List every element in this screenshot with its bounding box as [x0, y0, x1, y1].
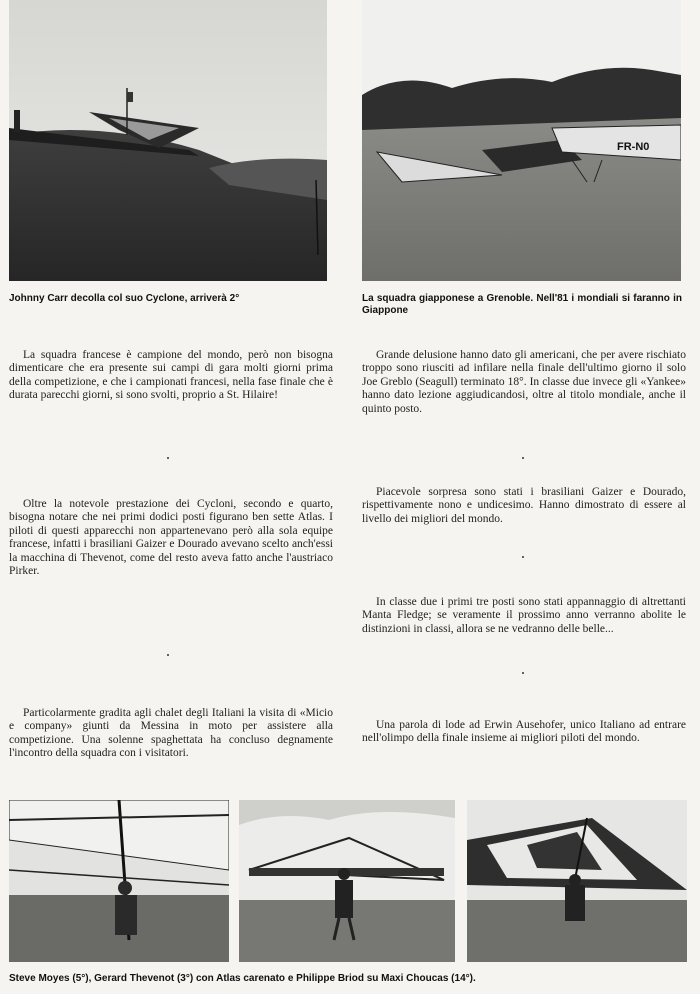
separator-dot: [522, 556, 524, 558]
left-paragraph-3: Particolarmente gradita agli chalet degli Italiani la visita di «Micio e company» giunti da Messina in moto per assistere alla competizione. Una solenne spaghettata ha concluso degnamente l'incontro della squadra con i visitatori.: [9, 707, 333, 760]
photo-japanese-team: [362, 0, 681, 281]
left-paragraph-2: Oltre la notevole prestazione dei Cycloni, secondo e quarto, bisogna notare che nei primi dodici posti figurano ben sette Atlas. I piloti di questi apparecchi non appartenevano però alla sola equipe francese, infatti i brasiliani Gaizer e Dourado avevano scelto anch'essi la macchina di Thevenot, come del resto aveva fatto anche l'austriaco Pirker.: [9, 498, 333, 578]
photo-steve-moyes: [9, 800, 229, 962]
right-paragraph-4: Una parola di lode ad Erwin Ausehofer, unico Italiano ad entrare nell'olimpo della finale insieme ai migliori piloti del mondo.: [362, 719, 686, 745]
caption-top-left: Johnny Carr decolla col suo Cyclone, arriverà 2°: [9, 293, 240, 304]
separator-dot: [522, 457, 524, 459]
photo-johnny-carr-launch: [9, 0, 327, 281]
right-paragraph-1: Grande delusione hanno dato gli americani, che per avere rischiato troppo sono riusciti ad infilare nella finale dell'ultimo giorno il solo Joe Greblo (Seagull) terminato 18°. In classe due invece gli «Yankee» hanno dato lezione aggiudicandosi, oltre al titolo mondiale, anche il quinto posto.: [362, 349, 686, 415]
photo-philippe-briod: [467, 800, 687, 962]
left-paragraph-1: La squadra francese è campione del mondo, però non bisogna dimenticare che era presente sui campi di gara molti giorni prima della competizione, e che i campionati francesi, nella fase finale che è durata parecchi giorni, si sono svolti, proprio a St. Hilaire!: [9, 349, 333, 402]
separator-dot: [167, 457, 169, 459]
separator-dot: [522, 672, 524, 674]
right-paragraph-3: In classe due i primi tre posti sono stati appannaggio di altrettanti Manta Fledge; se veramente il prossimo anno verranno abolite le distinzioni in classi, allora se ne vedranno delle belle...: [362, 596, 686, 635]
separator-dot: [167, 654, 169, 656]
right-paragraph-2: Piacevole sorpresa sono stati i brasiliani Gaizer e Dourado, rispettivamente nono e undicesimo. Hanno dimostrato di essere al livello dei migliori del mondo.: [362, 486, 686, 525]
caption-top-right: La squadra giapponese a Grenoble. Nell'81 i mondiali si faranno in Giappone: [362, 293, 682, 316]
photo-gerard-thevenot: [239, 800, 455, 962]
caption-bottom: Steve Moyes (5°), Gerard Thevenot (3°) con Atlas carenato e Philippe Briod su Maxi Choucas (14°).: [9, 973, 476, 984]
glider-sail-text: FR-N0: [617, 141, 650, 153]
